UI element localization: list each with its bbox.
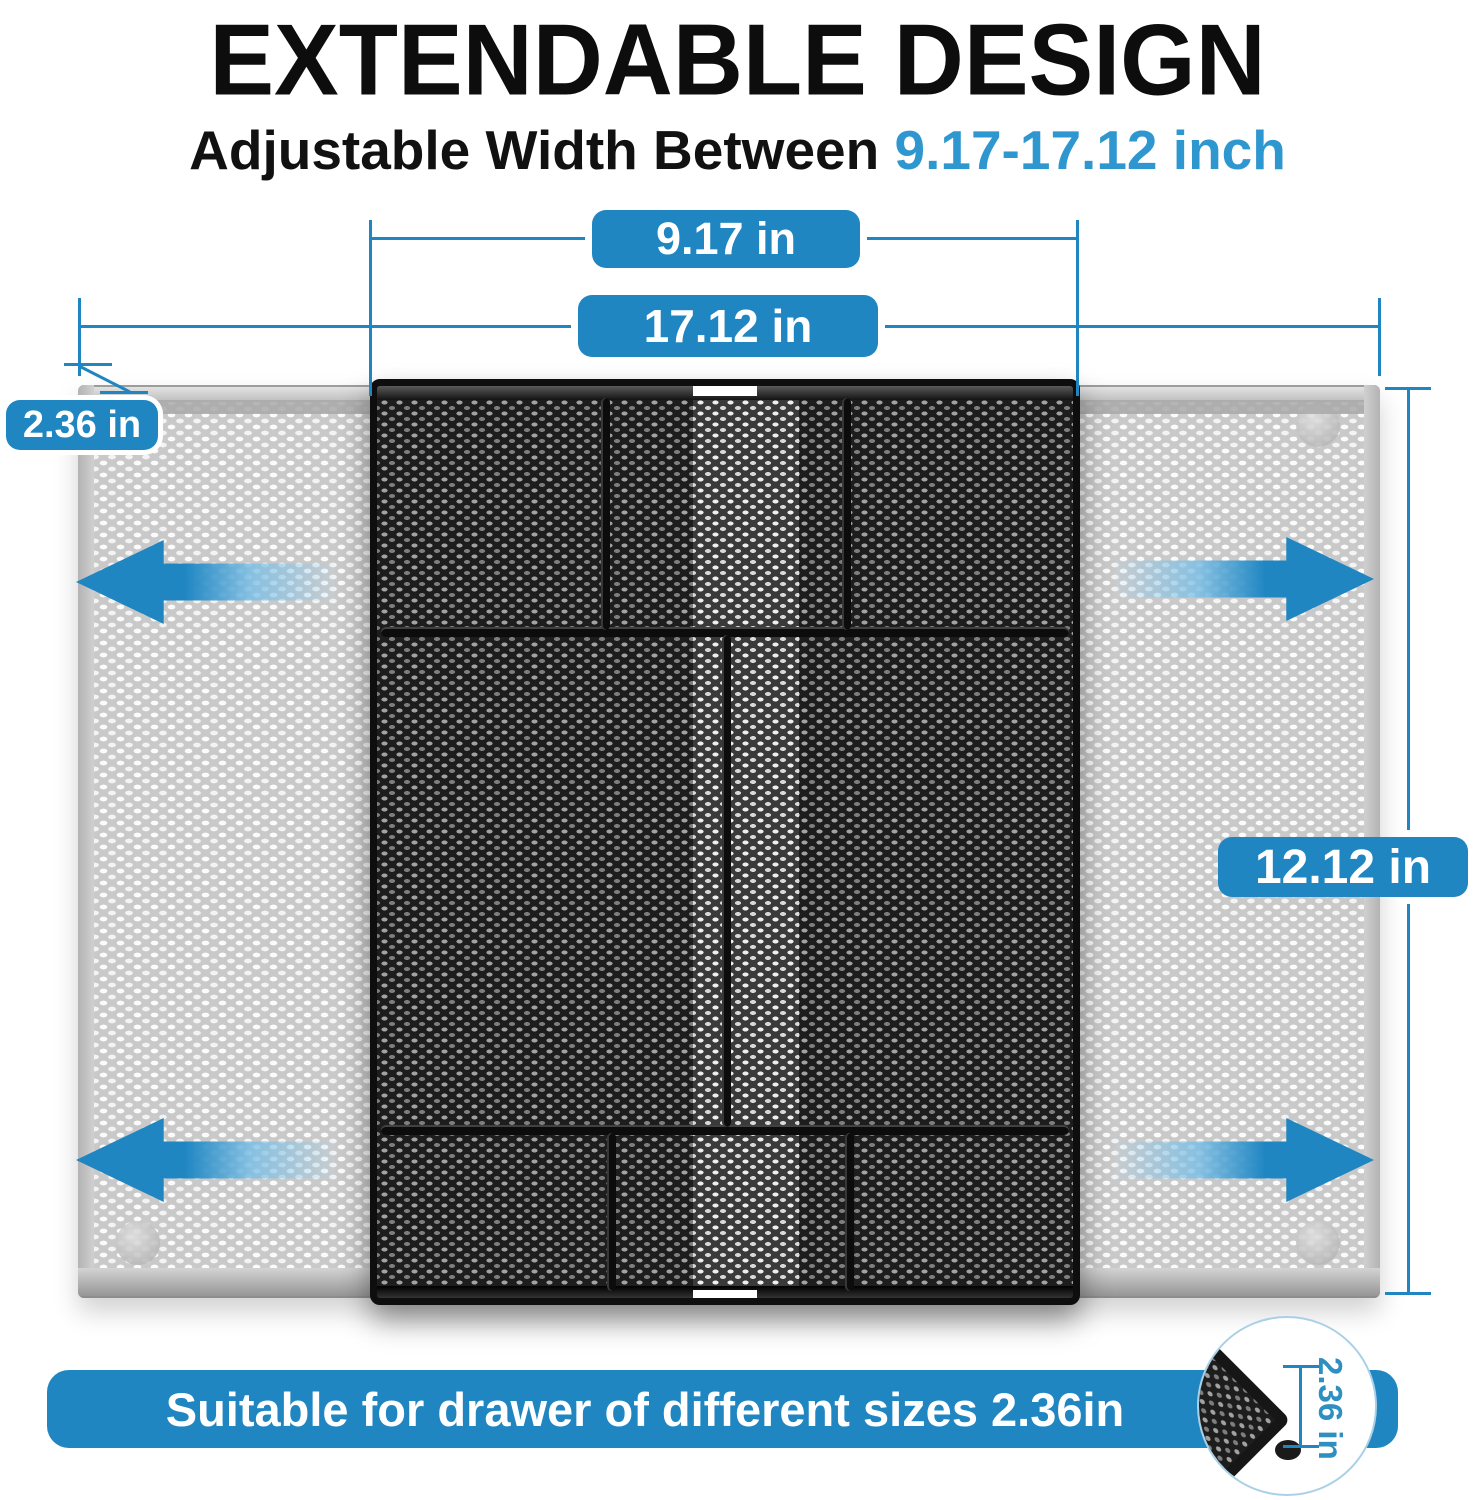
- outer-width-value: 17.12 in: [643, 300, 813, 352]
- inner-tray-slide-channel: [693, 386, 799, 1298]
- depth-value: 12.12 in: [1254, 840, 1432, 894]
- corner-screw: [116, 1221, 160, 1265]
- inner-width-value: 9.17 in: [655, 213, 797, 264]
- divider-bottom-right: [845, 1133, 854, 1291]
- divider-bottom-left: [607, 1133, 616, 1291]
- depth-line-upper: [1407, 388, 1410, 830]
- depth-badge: [1218, 837, 1468, 897]
- page-title: EXTENDABLE DESIGN: [209, 3, 1266, 117]
- inner-width-tick-right: [1076, 220, 1079, 396]
- subtitle-range-value: 9.17-17.12 inch: [894, 119, 1286, 181]
- side-height-cap-bottom: [100, 391, 148, 394]
- slide-gap-bottom: [693, 1290, 757, 1300]
- depth-cap-bottom: [1385, 1292, 1431, 1295]
- inner-width-badge: [592, 210, 860, 268]
- bottom-banner: [47, 1370, 1398, 1448]
- page-subtitle: [0, 118, 1475, 182]
- corner-screw: [1296, 1221, 1340, 1265]
- outer-width-badge: [578, 295, 878, 357]
- slide-gap-top: [693, 384, 757, 396]
- inner-tray: [370, 379, 1080, 1305]
- outer-width-tick-right: [1378, 298, 1381, 376]
- mesh-corner-photo: [1197, 1332, 1291, 1496]
- divider-middle-center: [722, 635, 731, 1127]
- detail-circle: [1197, 1316, 1377, 1496]
- inner-width-tick-left: [369, 220, 372, 396]
- subtitle-text: Adjustable Width Between: [189, 119, 895, 181]
- depth-line-lower: [1407, 904, 1410, 1294]
- side-height-badge: [6, 400, 158, 450]
- mesh-corner-foot: [1275, 1440, 1301, 1460]
- side-height-value: 2.36 in: [22, 403, 142, 446]
- detail-height-line: [1299, 1367, 1302, 1446]
- banner-text: Suitable for drawer of different sizes 2.36in: [165, 1382, 1125, 1436]
- divider-top-left: [601, 398, 610, 630]
- detail-height-value: 2.36 in: [1312, 1356, 1349, 1460]
- divider-top-right: [842, 398, 851, 630]
- side-height-cap-top: [64, 363, 112, 366]
